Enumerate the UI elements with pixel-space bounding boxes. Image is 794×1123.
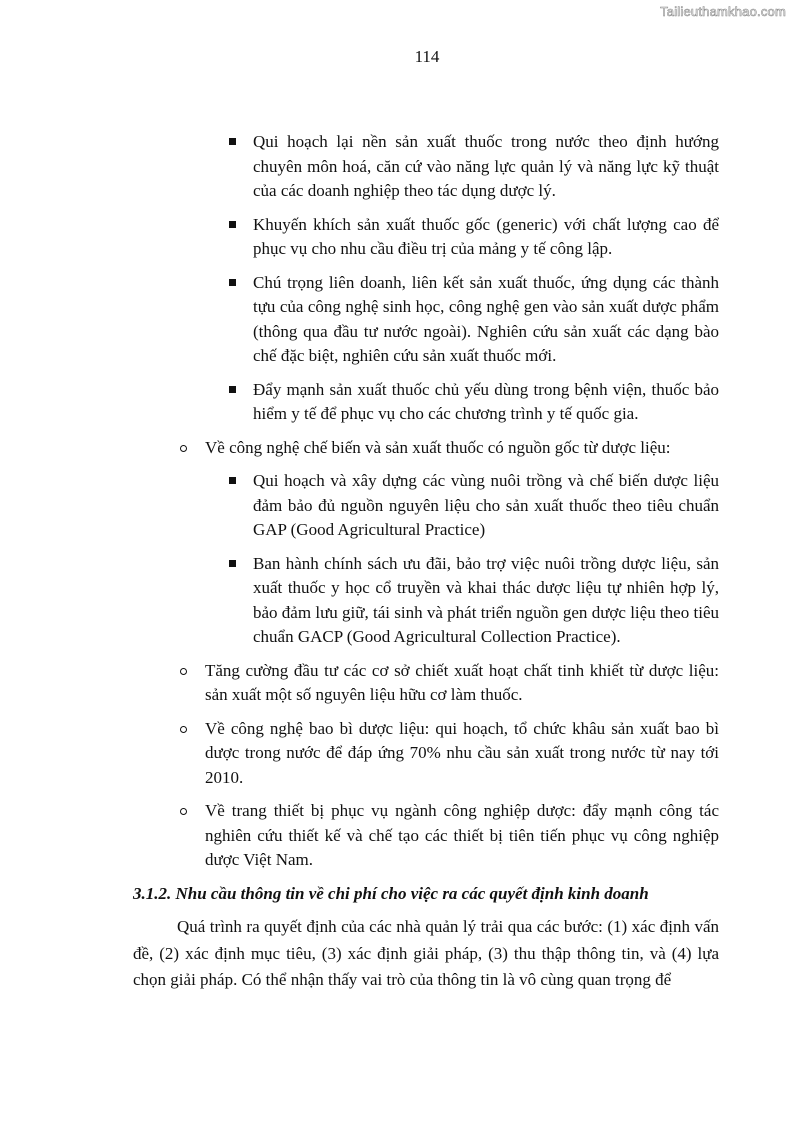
list-item <box>133 378 719 427</box>
circle-bullet-icon <box>180 808 187 815</box>
square-bullet-icon <box>229 138 236 145</box>
list-item <box>133 469 719 543</box>
list-item <box>133 130 719 204</box>
list-item <box>133 271 719 369</box>
list-item <box>133 436 719 461</box>
list-item-text: Về công nghệ chế biến và sản xuất thuốc có nguồn gốc từ dược liệu: <box>205 437 671 457</box>
list-item <box>133 659 719 708</box>
list-item-text: Ban hành chính sách ưu đãi, bảo trợ việc nuôi trồng dược liệu, sản xuất thuốc y học cổ truyền và khai thác dược liệu tự nhiên hợp lý, bảo đảm lưu giữ, tái sinh và phát triển nguồn gen dược liệu theo tiêu chuẩn GACP (Good Agricultural Collection Practice). <box>253 553 719 646</box>
page-number: 114 <box>414 47 440 66</box>
square-bullet-icon <box>229 221 236 228</box>
square-bullet-icon <box>229 560 236 567</box>
circle-bullet-icon <box>180 726 187 733</box>
list-item-text: Qui hoạch lại nền sản xuất thuốc trong nước theo định hướng chuyên môn hoá, căn cứ vào năng lực quản lý và năng lực kỹ thuật của các doanh nghiệp theo tác dụng dược lý. <box>253 132 719 200</box>
list-item <box>133 213 719 262</box>
list-item-text: Về công nghệ bao bì dược liệu: qui hoạch, tổ chức khâu sản xuất bao bì dược trong nước để đáp ứng 70% nhu cầu sản xuất trong nước từ nay tới 2010. <box>205 718 719 787</box>
list-item <box>133 717 719 791</box>
watermark: Tailieuthamkhao.com <box>660 4 786 19</box>
square-bullet-icon <box>229 279 236 286</box>
list-item <box>133 799 719 873</box>
square-bullet-icon <box>229 477 236 484</box>
list-item-text: Đẩy mạnh sản xuất thuốc chủ yếu dùng trong bệnh viện, thuốc bảo hiểm y tế để phục vụ cho các chương trình y tế quốc gia. <box>253 379 719 423</box>
list-item-text: Tăng cường đầu tư các cơ sở chiết xuất hoạt chất tinh khiết từ dược liệu: sản xuất một số nguyên liệu hữu cơ làm thuốc. <box>205 660 719 704</box>
list-item-text: Về trang thiết bị phục vụ ngành công nghiệp dược: đẩy mạnh công tác nghiên cứu thiết kế và chế tạo các thiết bị tiên tiến phục vụ công nghiệp dược Việt Nam. <box>205 801 719 869</box>
body-paragraph: Quá trình ra quyết định của các nhà quản lý trải qua các bước: (1) xác định vấn đề, (2) xác định mục tiêu, (3) xác định giải pháp, (3) thu thập thông tin, và (4) lựa chọn giải pháp. Có thể nhận thấy vai trò của thông tin là vô cùng quan trọng để <box>133 917 719 989</box>
list-item-text: Qui hoạch và xây dựng các vùng nuôi trồng và chế biến dược liệu đảm bảo đủ nguồn nguyên liệu cho sản xuất thuốc theo tiêu chuẩn GAP (Good Agricultural Practice) <box>253 471 719 539</box>
circle-bullet-icon <box>180 445 187 452</box>
square-bullet-icon <box>229 386 236 393</box>
list-item <box>133 552 719 650</box>
section-heading: 3.1.2. Nhu cầu thông tin về chi phí cho việc ra các quyết định kinh doanh <box>133 883 649 903</box>
list-item-text: Chú trọng liên doanh, liên kết sản xuất thuốc, ứng dụng các thành tựu của công nghệ sinh học, công nghệ gen vào sản xuất dược phẩm (thông qua đầu tư nước ngoài). Nghiên cứu sản xuất các dạng bào chế đặc biệt, nghiên cứu sản xuất thuốc mới. <box>253 272 719 365</box>
list-item-text: Khuyến khích sản xuất thuốc gốc (generic) với chất lượng cao để phục vụ cho nhu cầu điều trị của mảng y tế công lập. <box>253 214 719 258</box>
document-body <box>133 130 719 994</box>
circle-bullet-icon <box>180 668 187 675</box>
